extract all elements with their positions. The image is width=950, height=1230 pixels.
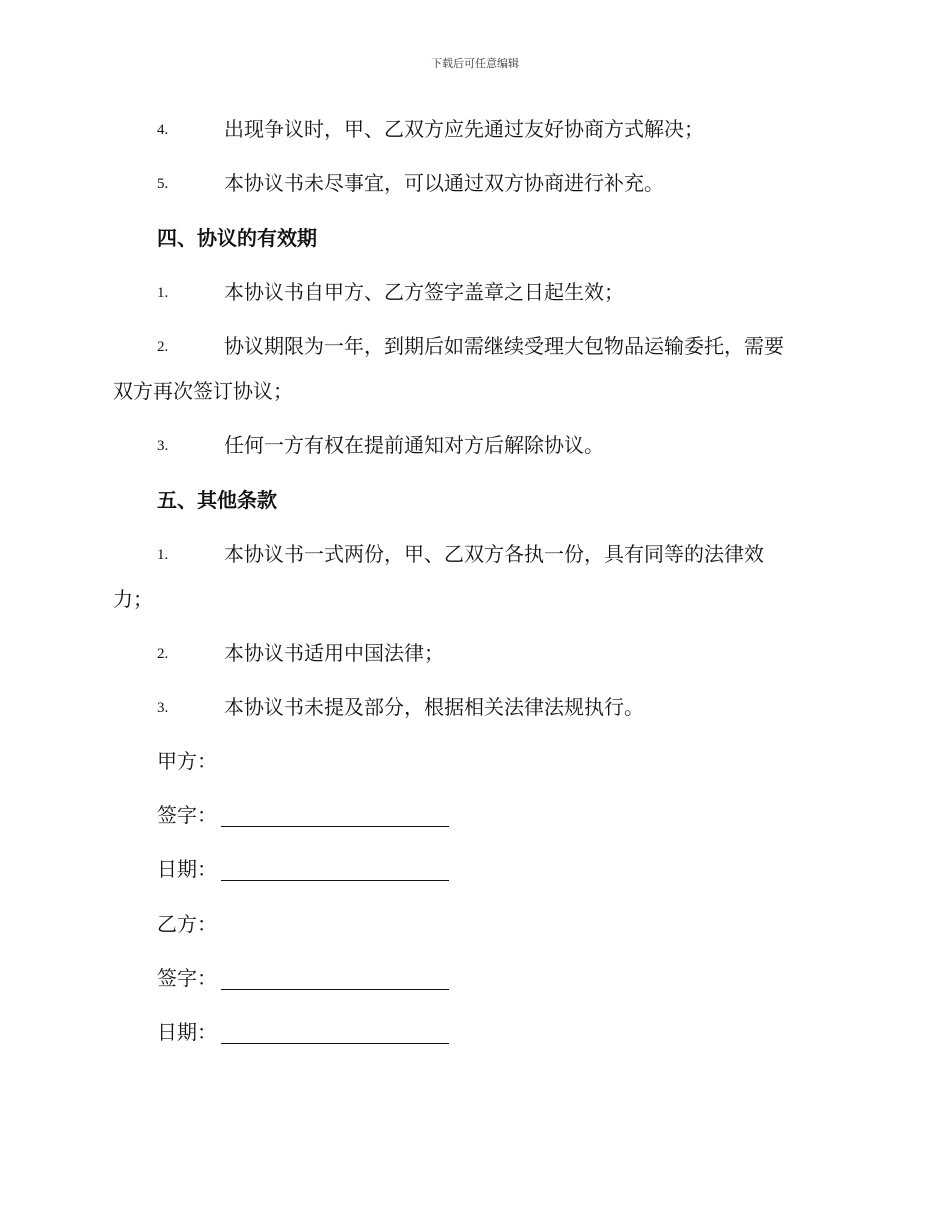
page-header: 下载后可任意编辑: [431, 57, 519, 70]
item-number: 2.: [157, 339, 169, 355]
party-a-date-line: [157, 857, 449, 881]
item-text-continuation: 双方再次签订协议；: [113, 379, 293, 403]
item-text: 本协议书未尽事宜，可以通过双方协商进行补充。: [224, 171, 664, 195]
date-label: 日期：: [157, 857, 217, 881]
party-b-signature-line: [157, 966, 449, 990]
section-heading-validity: 四、协议的有效期: [157, 226, 317, 250]
signature-label: 签字：: [157, 966, 217, 990]
item-number: 1.: [157, 285, 169, 301]
item-text-continuation: 力；: [113, 587, 153, 611]
item-text: 协议期限为一年，到期后如需继续受理大包物品运输委托，需要: [224, 334, 784, 358]
item-text: 任何一方有权在提前通知对方后解除协议。: [224, 433, 604, 457]
item-number: 3.: [157, 700, 169, 716]
item-number: 1.: [157, 547, 169, 563]
item-number: 5.: [157, 176, 169, 192]
party-a-signature-line: [157, 803, 449, 827]
signature-blank[interactable]: [221, 971, 449, 990]
item-text: 本协议书自甲方、乙方签字盖章之日起生效；: [224, 280, 624, 304]
party-a-label: 甲方：: [157, 749, 217, 773]
item-number: 3.: [157, 438, 169, 454]
section-heading-other-terms: 五、其他条款: [157, 488, 277, 512]
date-blank[interactable]: [221, 1025, 449, 1044]
date-label: 日期：: [157, 1020, 217, 1044]
date-blank[interactable]: [221, 862, 449, 881]
signature-label: 签字：: [157, 803, 217, 827]
item-text: 本协议书一式两份，甲、乙双方各执一份，具有同等的法律效: [224, 542, 764, 566]
item-text: 本协议书适用中国法律；: [224, 641, 444, 665]
item-number: 2.: [157, 646, 169, 662]
party-b-date-line: [157, 1020, 449, 1044]
signature-blank[interactable]: [221, 808, 449, 827]
item-text: 本协议书未提及部分，根据相关法律法规执行。: [224, 695, 644, 719]
item-number: 4.: [157, 122, 169, 138]
party-b-label: 乙方：: [157, 912, 217, 936]
item-text: 出现争议时，甲、乙双方应先通过友好协商方式解决；: [224, 117, 704, 141]
